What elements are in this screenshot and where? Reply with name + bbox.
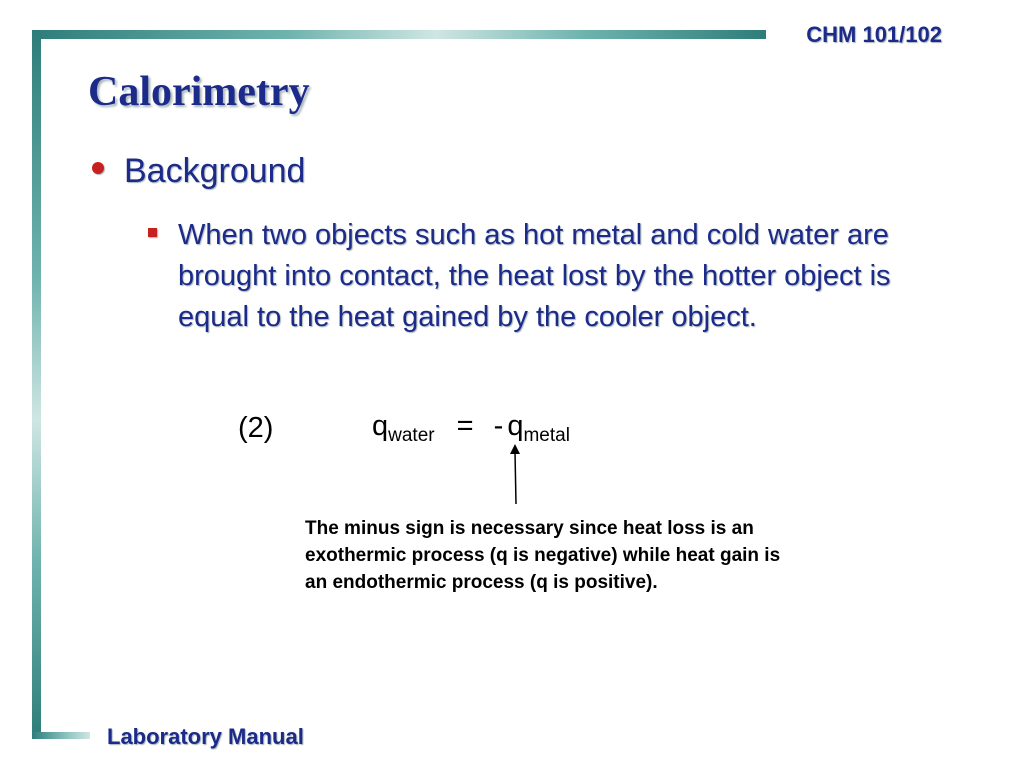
explanation-note: The minus sign is necessary since heat loss is an exothermic process (q is negative) while heat gain is an endothermic process (q is positive).	[305, 518, 781, 593]
equation	[372, 410, 570, 447]
equation-equals: =	[456, 410, 474, 442]
equation-rhs-subscript: metal	[523, 425, 570, 446]
bullet-level-2	[148, 215, 948, 338]
equation-lhs-symbol: q	[372, 410, 389, 442]
equation-number: (2)	[238, 412, 274, 444]
equation-lhs-subscript: water	[388, 425, 435, 446]
course-code: CHM 101/102	[806, 22, 942, 47]
pointer-arrow-icon	[505, 444, 527, 506]
left-frame-bar	[32, 30, 41, 738]
bullet-level-2-text: When two objects such as hot metal and cold water are brought into contact, the heat lost by the hotter object is equal to the heat gained by the cooler object.	[178, 219, 891, 333]
top-frame-bar	[32, 30, 766, 39]
round-bullet-icon	[92, 162, 104, 174]
bullet-level-1-text: Background	[124, 152, 306, 190]
equation-minus: -	[493, 410, 504, 442]
bullet-level-1	[92, 152, 305, 191]
square-bullet-icon	[148, 228, 157, 237]
equation-rhs-symbol: q	[507, 410, 524, 442]
footer-label: Laboratory Manual	[107, 724, 304, 749]
bottom-frame-bar	[32, 732, 90, 739]
slide-title: Calorimetry	[88, 69, 310, 115]
